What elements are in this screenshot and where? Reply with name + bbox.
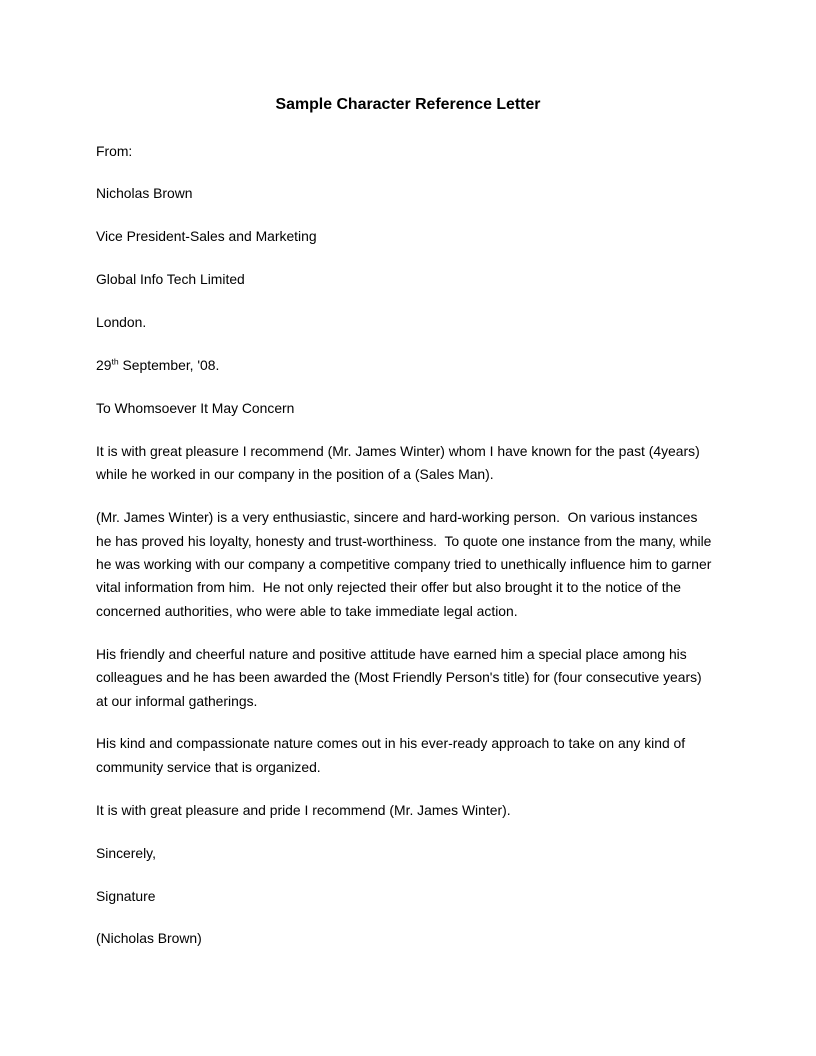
body-paragraph-5 — [96, 799, 756, 822]
paragraph-line: while he worked in our company in the position of a (Sales Man). — [96, 466, 494, 483]
letter-body — [96, 140, 756, 971]
paragraph-line: vital information from him. He not only rejected their offer but also brought it to the notice of the — [96, 579, 682, 596]
paragraph-line: It is with great pleasure and pride I recommend (Mr. James Winter). — [96, 801, 511, 818]
paragraph-line: His kind and compassionate nature comes out in his ever-ready approach to take on any kind of — [96, 735, 686, 752]
paragraph-line: community service that is organized. — [96, 758, 321, 775]
signer-name: (Nicholas Brown) — [96, 930, 202, 947]
signature: Signature — [96, 887, 156, 904]
closing: Sincerely, — [96, 844, 156, 861]
sender-name: Nicholas Brown — [96, 185, 193, 202]
sender-city: London. — [96, 314, 147, 331]
salutation: To Whomsoever It May Concern — [96, 399, 295, 416]
body-paragraph-1 — [96, 440, 756, 487]
letter-date — [96, 354, 756, 377]
letter-title: Sample Character Reference Letter — [275, 96, 541, 113]
paragraph-line: His friendly and cheerful nature and positive attitude have earned him a special place among his — [96, 645, 687, 662]
paragraph-line: he was working with our company a competitive company tried to unethically influence him to garner — [96, 555, 712, 572]
paragraph-line: It is with great pleasure I recommend (Mr. James Winter) whom I have known for the past (4years) — [96, 442, 700, 459]
sender-company: Global Info Tech Limited — [96, 271, 245, 288]
paragraph-line: colleagues and he has been awarded the (Most Friendly Person's title) for (four consecutive years) — [96, 669, 702, 686]
body-paragraph-3 — [96, 643, 756, 713]
date-month-year: September, '08. — [118, 357, 220, 374]
from-label: From: — [96, 142, 133, 159]
paragraph-line: at our informal gatherings. — [96, 692, 258, 709]
body-paragraph-4 — [96, 732, 756, 779]
date-day: 29 — [96, 357, 112, 374]
paragraph-line: (Mr. James Winter) is a very enthusiastic, sincere and hard-working person. On various instances — [96, 509, 698, 526]
paragraph-line: concerned authorities, who were able to take immediate legal action. — [96, 602, 518, 619]
sender-position: Vice President-Sales and Marketing — [96, 228, 317, 245]
paragraph-line: he has proved his loyalty, honesty and trust-worthiness. To quote one instance from the many, while — [96, 532, 712, 549]
date-ordinal-suffix: th — [111, 356, 119, 367]
body-paragraph-2 — [96, 506, 756, 623]
